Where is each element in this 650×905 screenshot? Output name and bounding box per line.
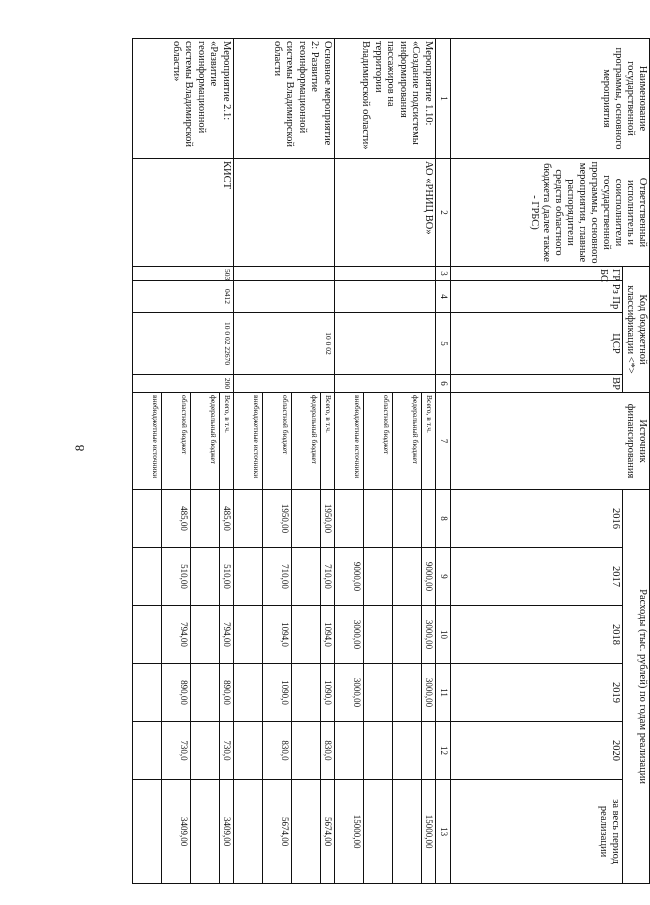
row-source: внебюджетные источники xyxy=(335,393,364,490)
row-value xyxy=(133,606,162,664)
row-source: Всего, в т.ч. xyxy=(422,393,436,490)
row-value: 485,00 xyxy=(162,490,191,548)
row-gr-bs xyxy=(234,267,335,281)
row-value xyxy=(191,780,220,884)
row-value xyxy=(191,606,220,664)
row-value xyxy=(393,606,422,664)
header-year-2017: 2017 xyxy=(451,548,623,606)
row-vr xyxy=(335,375,436,393)
header-name: Наименование государственной программы, основного мероприятия xyxy=(451,39,650,159)
row-rz-pr xyxy=(335,281,436,313)
row-value xyxy=(335,490,364,548)
row-value xyxy=(234,548,263,606)
table-row xyxy=(422,39,436,884)
column-number: 10 xyxy=(436,606,451,664)
column-number: 11 xyxy=(436,664,451,722)
row-value xyxy=(364,606,393,664)
page-number: 8 xyxy=(72,444,87,452)
row-value xyxy=(234,722,263,780)
column-numbers-row xyxy=(436,39,451,884)
row-value: 3000,00 xyxy=(422,664,436,722)
row-value xyxy=(292,722,321,780)
row-value: 485,00 xyxy=(220,490,234,548)
row-source: федеральный бюджет xyxy=(191,393,220,490)
row-value: 510,00 xyxy=(162,548,191,606)
row-value: 15000,00 xyxy=(335,780,364,884)
row-value xyxy=(191,664,220,722)
row-name: Основное мероприятие 2: Развитие геоинформационной системы Владимирской области xyxy=(234,39,335,159)
row-value xyxy=(133,490,162,548)
header-year-2019: 2019 xyxy=(451,664,623,722)
column-number: 8 xyxy=(436,490,451,548)
row-vr: 200 xyxy=(133,375,234,393)
row-value xyxy=(335,722,364,780)
row-source: федеральный бюджет xyxy=(393,393,422,490)
row-value: 794,00 xyxy=(162,606,191,664)
header-source: Источник финансирования xyxy=(451,393,650,490)
row-source: областной бюджет xyxy=(162,393,191,490)
row-value: 3409,00 xyxy=(220,780,234,884)
header-expenses: Расходы (тыс. рублей) по годам реализации xyxy=(623,490,650,884)
row-value: 3000,00 xyxy=(335,606,364,664)
row-value xyxy=(364,780,393,884)
row-value xyxy=(191,548,220,606)
row-value: 9000,00 xyxy=(422,548,436,606)
row-value xyxy=(133,722,162,780)
row-value xyxy=(191,722,220,780)
row-value: 15000,00 xyxy=(422,780,436,884)
row-value xyxy=(191,490,220,548)
row-value xyxy=(393,780,422,884)
row-value: 3409,00 xyxy=(162,780,191,884)
row-value xyxy=(234,780,263,884)
row-value: 890,00 xyxy=(220,664,234,722)
row-value: 1950,00 xyxy=(263,490,292,548)
header-total-period: за весь период реализации xyxy=(451,780,623,884)
row-value xyxy=(393,664,422,722)
row-rz-pr xyxy=(234,281,335,313)
column-number: 1 xyxy=(436,39,451,159)
row-value xyxy=(234,490,263,548)
row-value: 730,0 xyxy=(220,722,234,780)
header-year-2020: 2020 xyxy=(451,722,623,780)
row-value xyxy=(133,548,162,606)
column-number: 12 xyxy=(436,722,451,780)
header-gr-bs: ГР БС xyxy=(451,267,623,281)
table-row xyxy=(220,39,234,884)
rotated-table-wrapper xyxy=(95,38,650,883)
header-year-2016: 2016 xyxy=(451,490,623,548)
row-name: Мероприятие 2.1: «Развитие геоинформационной системы Владимирской области» xyxy=(133,39,234,159)
row-value xyxy=(234,664,263,722)
column-number: 7 xyxy=(436,393,451,490)
row-executor: АО «РНИЦ ВО» xyxy=(335,159,436,267)
row-source: Всего, в т.ч. xyxy=(321,393,335,490)
header-csr: ЦСР xyxy=(451,313,623,375)
row-value: 710,00 xyxy=(263,548,292,606)
row-value xyxy=(364,548,393,606)
row-value xyxy=(292,548,321,606)
row-executor xyxy=(234,159,335,267)
row-source: внебюджетные источники xyxy=(133,393,162,490)
row-rz-pr: 0412 xyxy=(133,281,234,313)
row-value: 830,0 xyxy=(321,722,335,780)
row-value: 3000,00 xyxy=(335,664,364,722)
header-rz-pr: Рз Пр xyxy=(451,281,623,313)
row-value: 1950,00 xyxy=(321,490,335,548)
row-value xyxy=(364,664,393,722)
row-source: областной бюджет xyxy=(263,393,292,490)
header-year-2018: 2018 xyxy=(451,606,623,664)
budget-table xyxy=(132,38,650,884)
row-value: 1090,0 xyxy=(321,664,335,722)
row-name: Мероприятие 1.10: «Создание подсистемы информирования пассажиров на территории Владимирской области» xyxy=(335,39,436,159)
row-source: федеральный бюджет xyxy=(292,393,321,490)
row-value: 794,00 xyxy=(220,606,234,664)
row-value: 890,00 xyxy=(162,664,191,722)
row-gr-bs xyxy=(335,267,436,281)
column-number: 6 xyxy=(436,375,451,393)
row-value xyxy=(393,490,422,548)
row-value: 5674,00 xyxy=(321,780,335,884)
row-csr: 10 0 02 22670 xyxy=(133,313,234,375)
header-executor: Ответственный исполнитель и соисполнители государственной программы, основного мероприятия, главные распорядители средств областного бюджета (далее также - ГРБС) xyxy=(451,159,650,267)
row-value xyxy=(422,722,436,780)
row-executor: КИСТ xyxy=(133,159,234,267)
row-value xyxy=(133,780,162,884)
row-value: 730,0 xyxy=(162,722,191,780)
column-number: 3 xyxy=(436,267,451,281)
row-value: 3000,00 xyxy=(422,606,436,664)
row-vr xyxy=(234,375,335,393)
row-value: 5674,00 xyxy=(263,780,292,884)
row-source: внебюджетные источники xyxy=(234,393,263,490)
row-value: 1094,0 xyxy=(263,606,292,664)
row-value xyxy=(292,780,321,884)
row-value: 830,0 xyxy=(263,722,292,780)
row-value xyxy=(133,664,162,722)
row-value xyxy=(393,548,422,606)
row-value xyxy=(292,490,321,548)
row-value xyxy=(364,490,393,548)
row-value: 1094,0 xyxy=(321,606,335,664)
row-value xyxy=(364,722,393,780)
column-number: 5 xyxy=(436,313,451,375)
row-csr: 10 0 02 xyxy=(234,313,335,375)
table-row xyxy=(321,39,335,884)
row-value xyxy=(393,722,422,780)
row-value xyxy=(292,606,321,664)
row-value xyxy=(292,664,321,722)
row-csr xyxy=(335,313,436,375)
row-value xyxy=(234,606,263,664)
column-number: 2 xyxy=(436,159,451,267)
row-value xyxy=(422,490,436,548)
row-source: Всего, в т.ч. xyxy=(220,393,234,490)
column-number: 4 xyxy=(436,281,451,313)
row-gr-bs: 503 xyxy=(133,267,234,281)
row-value: 9000,00 xyxy=(335,548,364,606)
column-number: 13 xyxy=(436,780,451,884)
row-value: 1090,0 xyxy=(263,664,292,722)
row-value: 710,00 xyxy=(321,548,335,606)
row-source: областной бюджет xyxy=(364,393,393,490)
row-value: 510,00 xyxy=(220,548,234,606)
column-number: 9 xyxy=(436,548,451,606)
header-budget-code: Код бюджетной классификации <*> xyxy=(623,267,650,393)
header-vr: ВР xyxy=(451,375,623,393)
